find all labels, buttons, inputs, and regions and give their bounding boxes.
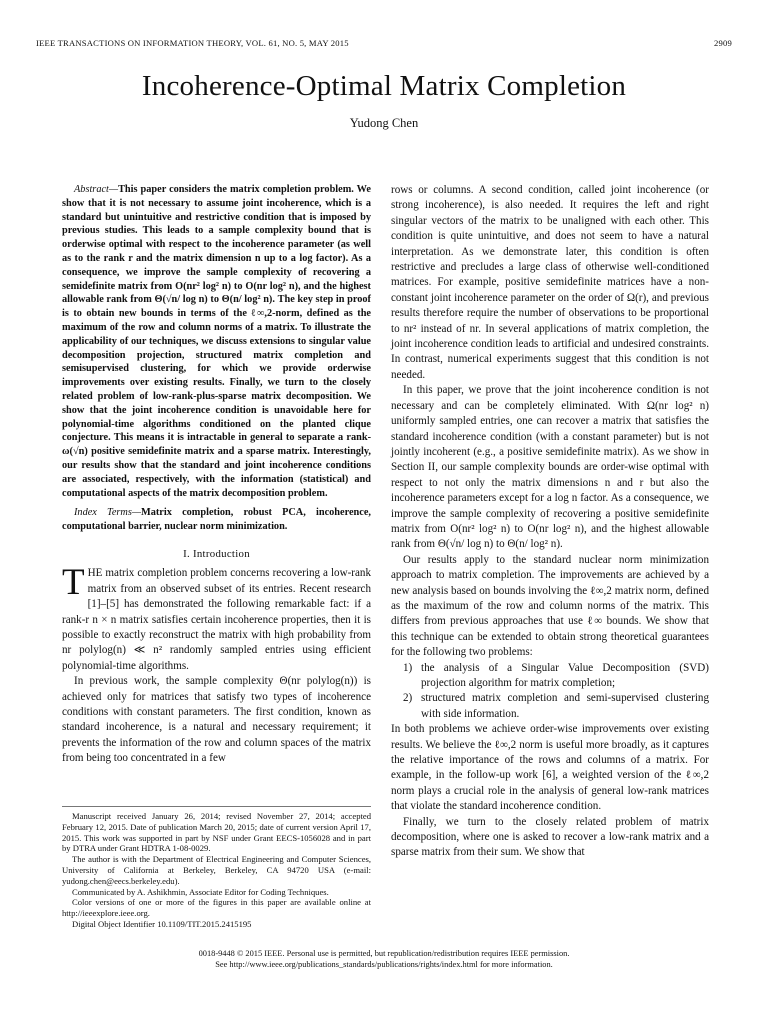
drop-cap: T <box>62 562 85 604</box>
journal-header: IEEE TRANSACTIONS ON INFORMATION THEORY, VOL. 61, NO. 5, MAY 2015 <box>36 38 349 48</box>
index-terms-label: Index Terms— <box>74 507 142 519</box>
list-item <box>391 691 709 722</box>
list-item-number: 2) <box>403 692 413 705</box>
footnote-affiliation: The author is with the Department of Electrical Engineering and Computer Sciences, University of California at Berkeley, Berkeley, CA 94720 USA (e-mail: yudong.chen@eecs.berkeley.edu). <box>62 854 371 886</box>
footnote-doi: Digital Object Identifier 10.1109/TIT.2015.2415195 <box>72 918 252 929</box>
intro-paragraph-2: In previous work, the sample complexity Θ(nr polylog(n)) is achieved only for matrices that satisfy two types of incoherence conditions with constant parameters. The first condition, known as standard incoherence, is a natural and necessary requirement; it prevents the information of the row and column spaces of the matrix from being too concentrated in a few <box>62 675 371 765</box>
right-paragraph-4: In both problems we achieve order-wise improvements over existing results. We believe the ℓ∞,2 norm is useful more broadly, as it captures the relative importance of the rows and columns of a matrix. For example, in the follow-up work [6], a weighted version of the ℓ∞,2 norm plays a crucial role in the analysis of general low-rank matrices that violate the standard incoherence condition. <box>391 723 709 813</box>
intro-paragraph-1-text: HE matrix completion problem concerns recovering a low-rank matrix from an observed subset of its entries. Recent research [1]–[5] has demonstrated the following remarkable fact: if a rank-r n × n matrix satisfies certain incoherence properties, then it is possible to exactly reconstruct the matrix with high probability from nr polylog(n) ≪ n² randomly sampled entries using efficient polynomial-time algorithms. <box>62 567 371 672</box>
right-paragraph-2: In this paper, we prove that the joint incoherence condition is not necessary and can be completely eliminated. With Ω(nr log² n) uniformly sampled entries, one can recover a matrix that satisfies the standard incoherence condition (with a constant parameter) but is not jointly incoherent (e.g., a positive semidefinite matrix). As we show in Section II, our sample complexity bounds are order-wise optimal with respect to not only the matrix dimensions n and r but also the incoherence parameters except for a log n factor. As a consequence, we improve the sample complexity of recovering a positive semidefinite matrix from O(nr² log² n) to O(nr log² n), and the highest allowable rank from Θ(√n/ log n) to Θ(n/ log² n). <box>391 384 709 551</box>
abstract-text: This paper considers the matrix completion problem. We show that it is not necessary to assume joint incoherence, which is a standard but unintuitive and restrictive condition that is imposed by previous studies. This leads to a sample complexity bound that is orderwise optimal with respect to the incoherence parameter (as well as to the rank r and the matrix dimension n up to a log factor). As a consequence, we improve the sample complexity of recovering a semidefinite matrix from O(nr² log² n) to O(nr log² n), and the highest allowable rank from Θ(√n/ log n) to Θ(n/ log² n). The key step in proof is to obtain new bounds in terms of the ℓ∞,2-norm, defined as the maximum of the row and column norms of a matrix. To illustrate the applicability of our techniques, we discuss extensions to singular value decomposition projection, structured matrix completion and semisupervised clustering, for which we provide orderwise improvements over existing results. Finally, we turn to the closely related problem of low-rank-plus-sparse matrix decomposition. We show that the joint incoherence condition is unavoidable here for polynomial-time algorithms conditioned on the planted clique conjecture. This means it is intractable in general to separate a rank-ω(√n) positive semidefinite matrix and a sparse matrix. Interestingly, our results show that the standard and joint incoherence conditions are associated, respectively, with the information (statistical) and computational aspects of the matrix decomposition problem. <box>62 184 371 499</box>
left-column <box>62 183 371 767</box>
copyright-line-1: 0018-9448 © 2015 IEEE. Personal use is permitted, but republication/redistribution requires IEEE permission. <box>198 949 570 958</box>
footnote-manuscript: Manuscript received January 26, 2014; revised November 27, 2014; accepted February 12, 2015. Date of publication March 20, 2015; date of current version April 17, 2015. This work was supported in part by NSF under Grant EECS-1056028 and in part by DTRA under Grant HDTRA 1-08-0029. <box>62 811 371 854</box>
footnote-communicated: Communicated by A. Ashikhmin, Associate Editor for Coding Techniques. <box>72 886 329 897</box>
author-name: Yudong Chen <box>349 116 419 130</box>
list-item-text: structured matrix completion and semi-supervised clustering with side information. <box>421 692 709 720</box>
abstract <box>62 183 371 500</box>
right-paragraph-3: Our results apply to the standard nuclear norm minimization approach to matrix completion. The improvements are achieved by a new analysis based on bounds involving the ℓ∞,2 matrix norm, defined as the maximum of the row and column norms of the matrix. This differs from previous approaches that use ℓ∞ bounds. We show that this technique can be extended to obtain strong theoretical guarantees for the following two problems: <box>391 553 709 659</box>
index-terms-text: Matrix completion, robust PCA, incoherence, computational barrier, nuclear norm minimization. <box>62 507 371 533</box>
right-column <box>391 183 709 861</box>
index-terms <box>62 506 371 534</box>
footnotes <box>62 806 371 930</box>
right-paragraph-1: rows or columns. A second condition, called joint incoherence (or strong incoherence), is also needed. It requires the left and right singular vectors of the matrix to be unaligned with each other. This condition is quite unintuitive, and does not seem to have a natural interpretation. As we demonstrate later, this condition is often restrictive and precludes a large class of otherwise well-conditioned matrices. For example, positive semidefinite matrices have a non-constant joint incoherence parameter on the order of Ω(r), and previous results therefore require the number of observations to be proportional to nr² instead of nr. In several applications of matrix completion, the joint incoherence condition leads to artificial and undesired constraints. In contrast, numerical experiments suggest that this condition is not needed. <box>391 184 709 381</box>
abstract-label: Abstract— <box>74 184 119 195</box>
paper-title: Incoherence-Optimal Matrix Completion <box>141 70 627 102</box>
copyright-line-2: See http://www.ieee.org/publications_standards/publications/rights/index.html for more information. <box>215 960 553 969</box>
page-number: 2909 <box>714 38 732 48</box>
section-heading-introduction: I. Introduction <box>183 547 250 560</box>
right-paragraph-5: Finally, we turn to the closely related problem of matrix decomposition, where one is asked to recover a low-rank matrix and a sparse matrix from their sum. We show that <box>391 815 709 859</box>
footnote-color-versions: Color versions of one or more of the figures in this paper are available online at http://ieeexplore.ieee.org. <box>62 897 371 919</box>
list-item-text: the analysis of a Singular Value Decomposition (SVD) projection algorithm for matrix completion; <box>421 661 709 689</box>
intro-paragraph-1 <box>62 562 371 674</box>
problem-list <box>391 661 709 723</box>
list-item <box>391 661 709 692</box>
copyright-notice <box>0 948 768 970</box>
list-item-number: 1) <box>403 661 413 674</box>
